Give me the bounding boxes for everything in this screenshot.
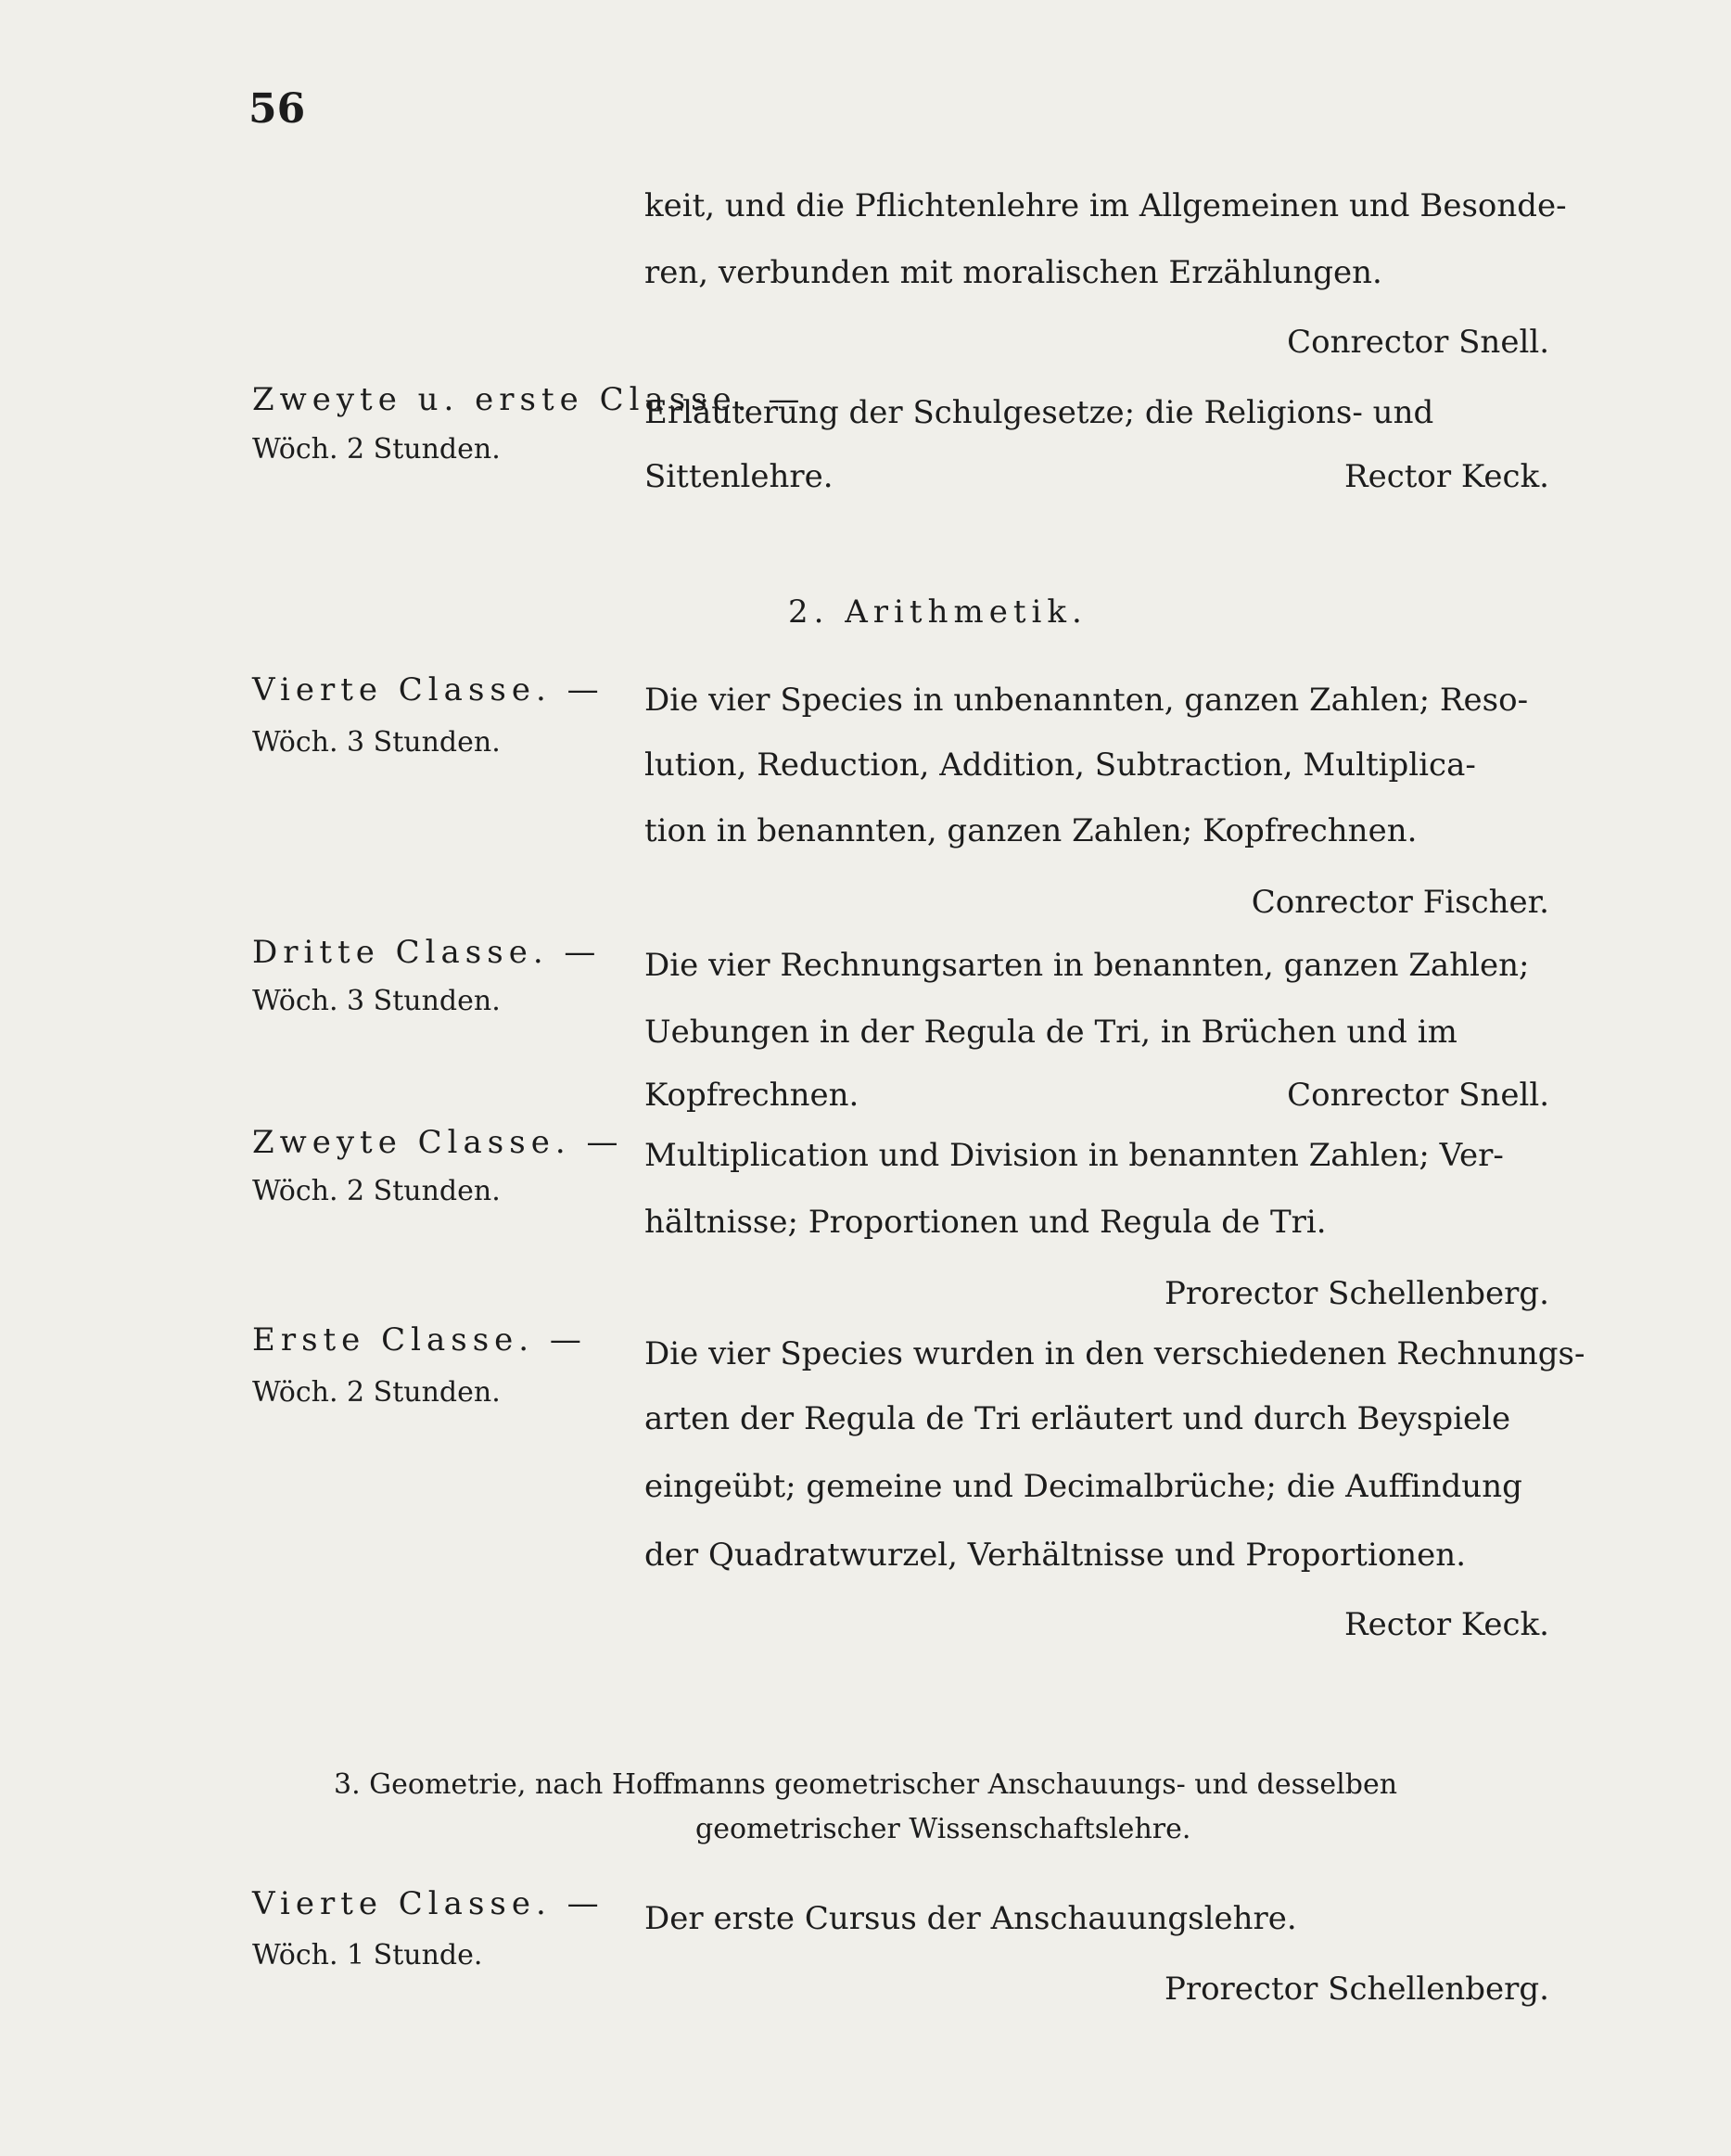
class-name: Erste Classe. — (252, 1321, 587, 1359)
page-number: 56 (248, 85, 306, 133)
teacher-name: Conrector Snell. (1287, 324, 1549, 361)
section-heading: 2. Arithmetik. (788, 593, 1088, 631)
class-name: Zweyte Classe. — (252, 1124, 624, 1161)
body-line: Die vier Rechnungsarten in benannten, ganzen Zahlen; (644, 947, 1530, 984)
weekly-hours: Wöch. 2 Stunden. (252, 1175, 501, 1207)
teacher-name: Rector Keck. (1343, 1606, 1549, 1643)
body-line: der Quadratwurzel, Verhältnisse und Proportionen. (644, 1537, 1467, 1574)
body-line: Die vier Species wurden in den verschiedenen Rechnungs- (644, 1335, 1585, 1372)
body-line: Der erste Cursus der Anschauungslehre. (644, 1900, 1297, 1937)
body-line: ren, verbunden mit moralischen Erzählungen. (644, 254, 1382, 291)
body-line: Kopfrechnen. (644, 1077, 859, 1114)
body-line: tion in benannten, ganzen Zahlen; Kopfrechnen. (644, 812, 1418, 849)
body-line: arten der Regula de Tri erläutert und durch Beyspiele (644, 1400, 1511, 1437)
weekly-hours: Wöch. 3 Stunden. (252, 726, 501, 759)
body-line: Uebungen in der Regula de Tri, in Brüchen und im (644, 1014, 1457, 1051)
body-line: Erläuterung der Schulgesetze; die Religions- und (644, 394, 1434, 431)
teacher-name: Prorector Schellenberg. (1164, 1275, 1549, 1312)
weekly-hours: Wöch. 2 Stunden. (252, 433, 501, 466)
teacher-name: Rector Keck. (1343, 458, 1549, 495)
weekly-hours: Wöch. 1 Stunde. (252, 1939, 483, 1971)
weekly-hours: Wöch. 3 Stunden. (252, 985, 501, 1017)
teacher-name: Conrector Fischer. (1251, 884, 1549, 921)
class-name: Dritte Classe. — (252, 934, 602, 971)
body-line: lution, Reduction, Addition, Subtraction, Multiplica- (644, 746, 1476, 784)
body-line: Multiplication und Division in benannten Zahlen; Ver- (644, 1137, 1504, 1174)
body-line: Sittenlehre. (644, 458, 834, 495)
body-line: Die vier Species in unbenannten, ganzen Zahlen; Reso- (644, 682, 1529, 719)
body-line: hältnisse; Proportionen und Regula de Tri. (644, 1204, 1327, 1241)
teacher-name: Conrector Snell. (1287, 1077, 1549, 1114)
section-heading: 3. Geometrie, nach Hoffmanns geometrischer Anschauungs- und desselben (334, 1768, 1398, 1801)
teacher-name: Prorector Schellenberg. (1164, 1971, 1549, 2008)
weekly-hours: Wöch. 2 Stunden. (252, 1376, 501, 1409)
class-name: Zweyte u. erste Classe. — (252, 381, 806, 418)
class-name: Vierte Classe. — (252, 1885, 605, 1922)
body-line: eingeübt; gemeine und Decimalbrüche; die Auffindung (644, 1468, 1522, 1505)
body-line: keit, und die Pflichtenlehre im Allgemeinen und Besonde- (644, 187, 1567, 224)
section-heading-continued: geometrischer Wissenschaftslehre. (695, 1813, 1191, 1845)
class-name: Vierte Classe. — (252, 671, 605, 708)
